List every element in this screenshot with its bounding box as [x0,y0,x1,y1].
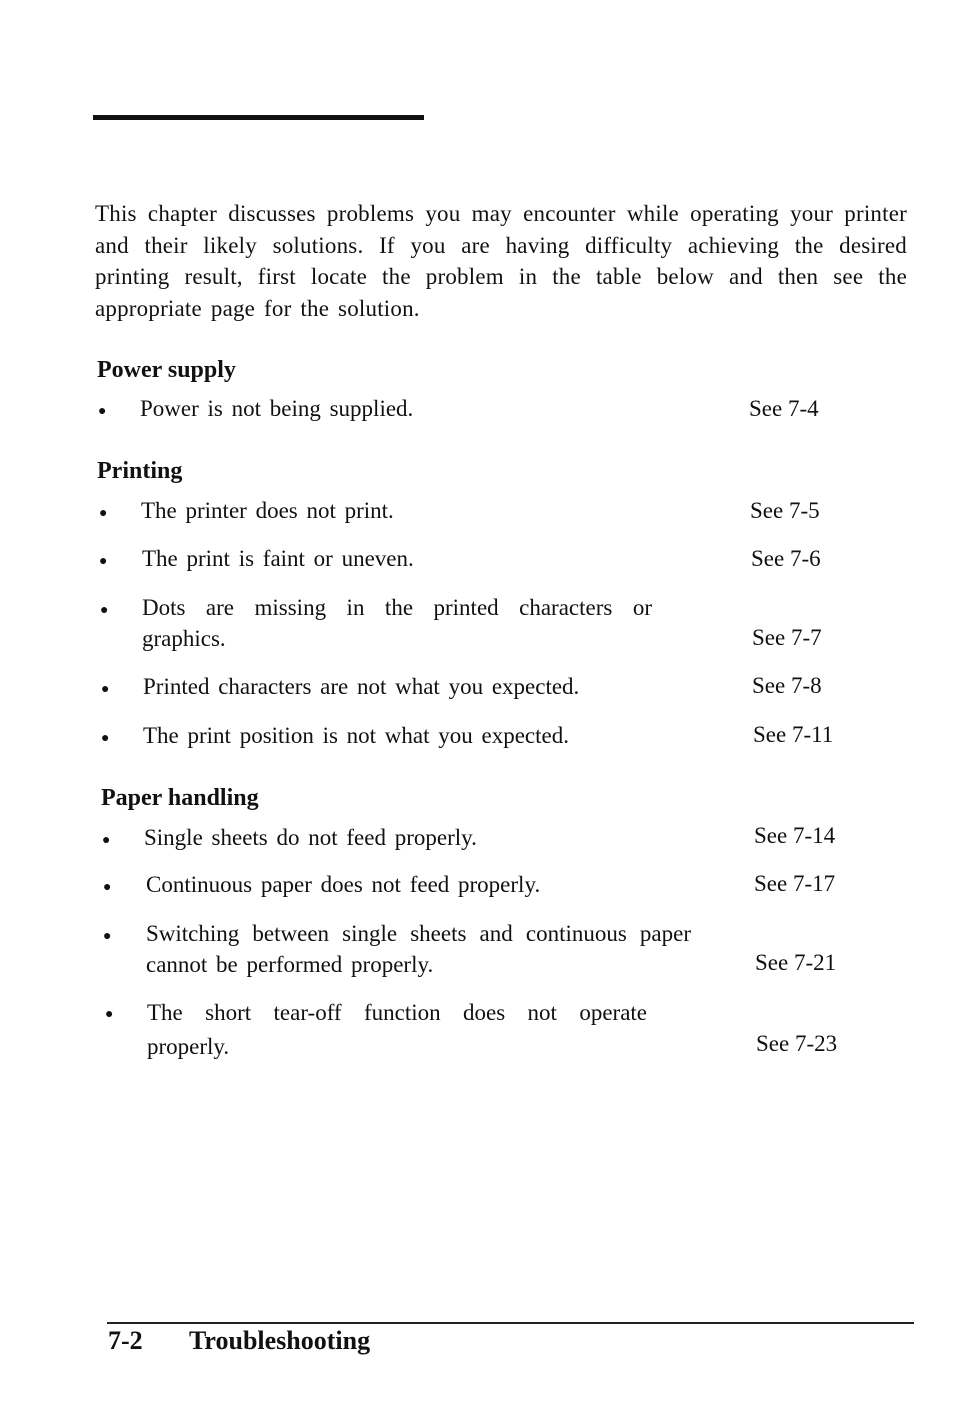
problem-item-faint: The print is faint or uneven. [142,546,414,571]
page-reference: See 7-11 [753,722,834,747]
page-reference: See 7-6 [751,546,821,571]
problem-item-switching: Switching between single sheets and continuous paper cannot be performed properly. [146,921,691,977]
bullet-icon: ● [99,506,108,521]
bullet-icon: ● [98,404,107,419]
bullet-icon: ● [100,603,109,618]
bullet-icon: ● [101,682,110,697]
section-heading-power-supply: Power supply [97,357,236,383]
section-heading-paper-handling: Paper handling [101,785,259,811]
bullet-icon: ● [102,833,111,848]
chapter-title: Troubleshooting [189,1326,371,1355]
chapter-rule [93,115,424,120]
page-reference: See 7-7 [752,625,822,650]
page-reference: See 7-23 [756,1031,838,1056]
problem-item-no-print: The printer does not print. [141,498,394,523]
section-heading-printing: Printing [97,458,183,484]
problem-item-single-sheets: Single sheets do not feed properly. [144,825,477,850]
footer-rule [107,1322,914,1324]
page-reference: See 7-8 [752,673,822,698]
page-number: 7-2 [108,1326,143,1355]
page-reference: See 7-4 [749,396,819,421]
problem-item-characters: Printed characters are not what you expected. [143,674,580,699]
page-reference: See 7-21 [755,950,837,975]
bullet-icon: ● [105,1007,114,1022]
page-reference: See 7-14 [754,823,836,848]
intro-paragraph: This chapter discusses problems you may encounter while operating your printer and their likely solutions. If you are having difficulty achieving the desired printing result, first locate the problem in the table below and then see the appropriate page for the solution. [95,201,907,321]
bullet-icon: ● [103,880,112,895]
problem-item-continuous: Continuous paper does not feed properly. [146,872,541,897]
bullet-icon: ● [99,554,108,569]
bullet-icon: ● [101,731,110,746]
problem-item-tear-off: The short tear-off function does not operate properly. [147,1000,647,1059]
problem-item-position: The print position is not what you expected. [143,723,569,748]
bullet-icon: ● [103,929,112,944]
problem-item-power: Power is not being supplied. [140,396,414,421]
page-reference: See 7-5 [750,498,820,523]
problem-item-dots-missing: Dots are missing in the printed characters or graphics. [142,595,652,651]
page-reference: See 7-17 [754,871,836,896]
